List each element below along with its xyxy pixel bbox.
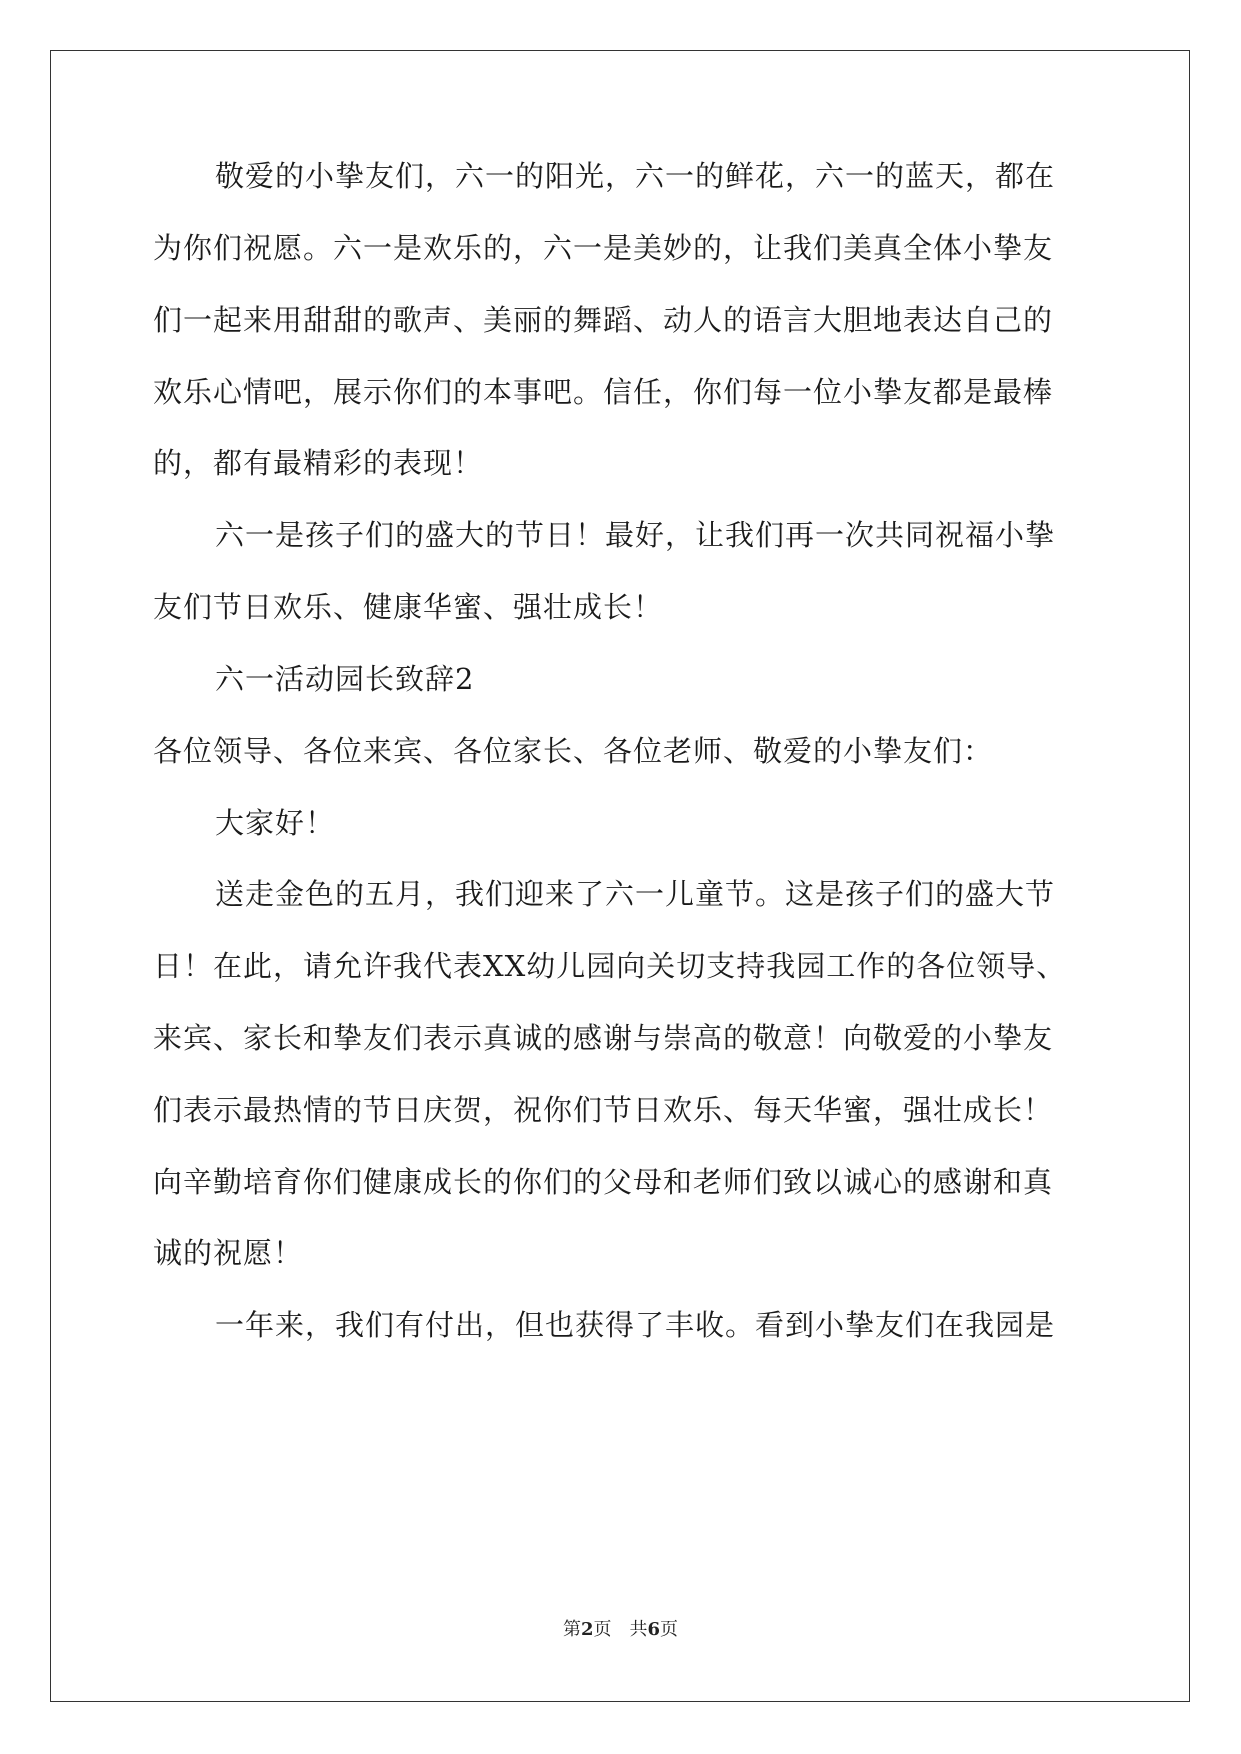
text-line: 的，都有最精彩的表现！ [153, 446, 484, 480]
text-line: 诚的祝愿！ [153, 1236, 304, 1270]
salutation: 各位领导、各位来宾、各位家长、各位老师、敬爱的小挚友们： [153, 734, 994, 768]
text-line: 友们节日欢乐、健康华蜜、强壮成长！ [153, 590, 664, 624]
text-line: 一年来，我们有付出，但也获得了丰收。看到小挚友们在我园是 [215, 1308, 1056, 1342]
greeting: 大家好！ [215, 806, 336, 840]
footer-suffix: 页 [660, 1619, 679, 1640]
text-line: 欢乐心情吧，展示你们的本事吧。信任，你们每一位小挚友都是最棒 [153, 375, 1054, 409]
text-line: 为你们祝愿。六一是欢乐的，六一是美妙的，让我们美真全体小挚友 [153, 231, 1054, 265]
text-line: 敬爱的小挚友们，六一的阳光，六一的鲜花，六一的蓝天，都在 [215, 159, 1056, 193]
section-heading: 六一活动园长致辞2 [215, 662, 475, 696]
footer-prefix: 第 [562, 1619, 581, 1640]
text-line: 来宾、家长和挚友们表示真诚的感谢与崇高的敬意！向敬爱的小挚友 [153, 1021, 1054, 1055]
text-line: 向辛勤培育你们健康成长的你们的父母和老师们致以诚心的感谢和真 [153, 1165, 1054, 1199]
page-number-footer [0, 1618, 1241, 1642]
text-line: 送走金色的五月，我们迎来了六一儿童节。这是孩子们的盛大节 [215, 877, 1056, 911]
text-line: 六一是孩子们的盛大的节日！最好，让我们再一次共同祝福小挚 [215, 518, 1056, 552]
footer-mid: 页 共 [593, 1619, 648, 1640]
text-line: 们表示最热情的节日庆贺，祝你们节日欢乐、每天华蜜，强壮成长！ [153, 1093, 1054, 1127]
text-line: 日！在此，请允许我代表XX幼儿园向关切支持我园工作的各位领导、 [153, 949, 1067, 983]
text-line: 们一起来用甜甜的歌声、美丽的舞蹈、动人的语言大胆地表达自己的 [153, 303, 1054, 337]
total-page-count: 6 [647, 1619, 661, 1640]
current-page-number: 2 [580, 1619, 594, 1640]
